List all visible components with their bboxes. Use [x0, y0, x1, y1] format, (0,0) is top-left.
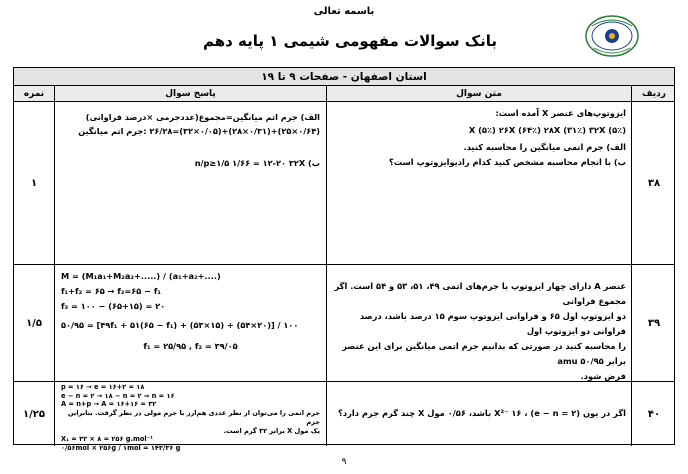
col-answer-header: پاسخ سوال [165, 89, 216, 99]
question-table [13, 67, 675, 452]
question-line: X (۵٪) ۲۶X (۶۴٪) ۲۸X (۳۱٪) ۳۲X (۵٪) [468, 125, 626, 135]
answer-line: f₁+f₂ = ۶۵ → f₂=۶۵ − f₁ [61, 286, 161, 296]
basmala: باسمه تعالی [313, 6, 375, 17]
question-cell [326, 265, 631, 381]
radif-cell: ۳۹ [631, 265, 676, 381]
question-line: ایزوتوپ‌های عنصر X آمده است: [495, 108, 626, 118]
answer-line: الف) جرم اتم میانگین=مجموع(عددجرمی ×درصد فراوانی) [85, 112, 320, 122]
table-header-row [14, 86, 674, 102]
answer-line: ب) n/p≥۱/۵ ۱/۶۶ = ۱۲-۲۰ ۳۲X [194, 158, 320, 168]
question-line: اگر در یون X²⁻ ۱۶ ، (e − n = ۲) باشد، ۰/۵۶ مول X چند گرم جرم دارد؟ [338, 408, 626, 418]
answer-line: ۵۰/۹۵ = [۴۹f₁ + ۵۱(۶۵ − f₁) + (۵۳×۱۵) + (۵۴×۲۰)] / ۱۰۰ [61, 320, 299, 330]
score-cell: ۱ [30, 177, 38, 189]
answer-line: p = ۱۶ → e = ۱۶+۲ = ۱۸ [61, 383, 145, 391]
answer-line: یک مول X برابر ۳۲ گرم است. [223, 426, 320, 435]
answer-line: f₃ = ۱۰۰ − (۶۵+۱۵) = ۲۰ [61, 301, 166, 311]
answer-line: M = (M₁a₁+M₂a₂+.....) / (a₁+a₂+....) [61, 271, 221, 281]
question-line: عنصر A دارای چهار ایزوتوپ با جرم‌های اتمی ۴۹، ۵۱، ۵۳ و ۵۴ است. اگر مجموع فراوانی [334, 281, 626, 306]
table-row [14, 382, 674, 452]
question-line: الف) جرم اتمی میانگین را محاسبه کنید. [463, 142, 626, 152]
question-line: دو ایزوتوپ اول ۶۵ و فراوانی ایزوتوپ سوم ۱۵ درصد باشد، درصد فراوانی دو ایزوتوپ اول [359, 311, 626, 336]
radif-cell: ۳۸ [631, 102, 676, 264]
province-label: استان اصفهان - صفحات ۹ تا ۱۹ [261, 71, 427, 83]
answer-cell [54, 382, 326, 452]
col-question-header: متن سوال [456, 89, 502, 99]
answer-line: e − n = ۲ → ۱۸ − n = ۲ ⇒ n = ۱۶ [61, 391, 175, 400]
page-number: ۹ [341, 457, 347, 467]
page-title: بانک سوالات مفهومی شیمی ۱ پایه دهم [202, 32, 498, 50]
question-cell [326, 102, 631, 264]
question-line: فرض شود. [580, 371, 626, 381]
question-line: را محاسبه کنید در صورتی که بدانیم جرم اتمی میانگین برای این عنصر برابر ۵۰/۹۵ amu [342, 341, 626, 366]
radif-cell: ۴۰ [631, 382, 676, 446]
answer-line: جرم اتمی را می‌توان از نظر عددی هم‌ارز با جرم مولی در نظر گرفت. بنابراین جرم [67, 409, 320, 426]
answer-line: A = n+p → A = ۱۶+۱۶ = ۳۲ [61, 400, 157, 409]
answer-line: f₁ = ۲۵/۹۵ , f₂ = ۳۹/۰۵ [143, 341, 238, 351]
school-seal-icon [582, 12, 642, 60]
question-line: ب) با انجام محاسبه مشخص کنید کدام رادیوایزوتوپ است؟ [389, 157, 626, 167]
table-row [14, 265, 674, 382]
answer-line: ۰/۵۶mol × ۲۵۶g / ۱mol = ۱۴۳/۳۶ g [61, 443, 181, 452]
col-score-header: نمره [23, 89, 45, 99]
question-cell [326, 382, 631, 446]
score-cell: ۱/۲۵ [23, 408, 45, 420]
answer-line: X₁ = ۳۲ × ۸ = ۲۵۶ g.mol⁻¹ [61, 435, 154, 444]
score-cell: ۱/۵ [26, 317, 42, 329]
table-row [14, 102, 674, 265]
answer-line: (۰/۶۴×۲۵)+(۰/۳۱×۲۸)+(۰/۰۵×۳۲)=۲۶/۲۸ :جرم اتم میانگین [78, 126, 320, 136]
answer-cell [54, 265, 326, 381]
answer-cell [54, 102, 326, 264]
col-radif-header: ردیف [642, 89, 666, 99]
province-row [14, 68, 674, 86]
